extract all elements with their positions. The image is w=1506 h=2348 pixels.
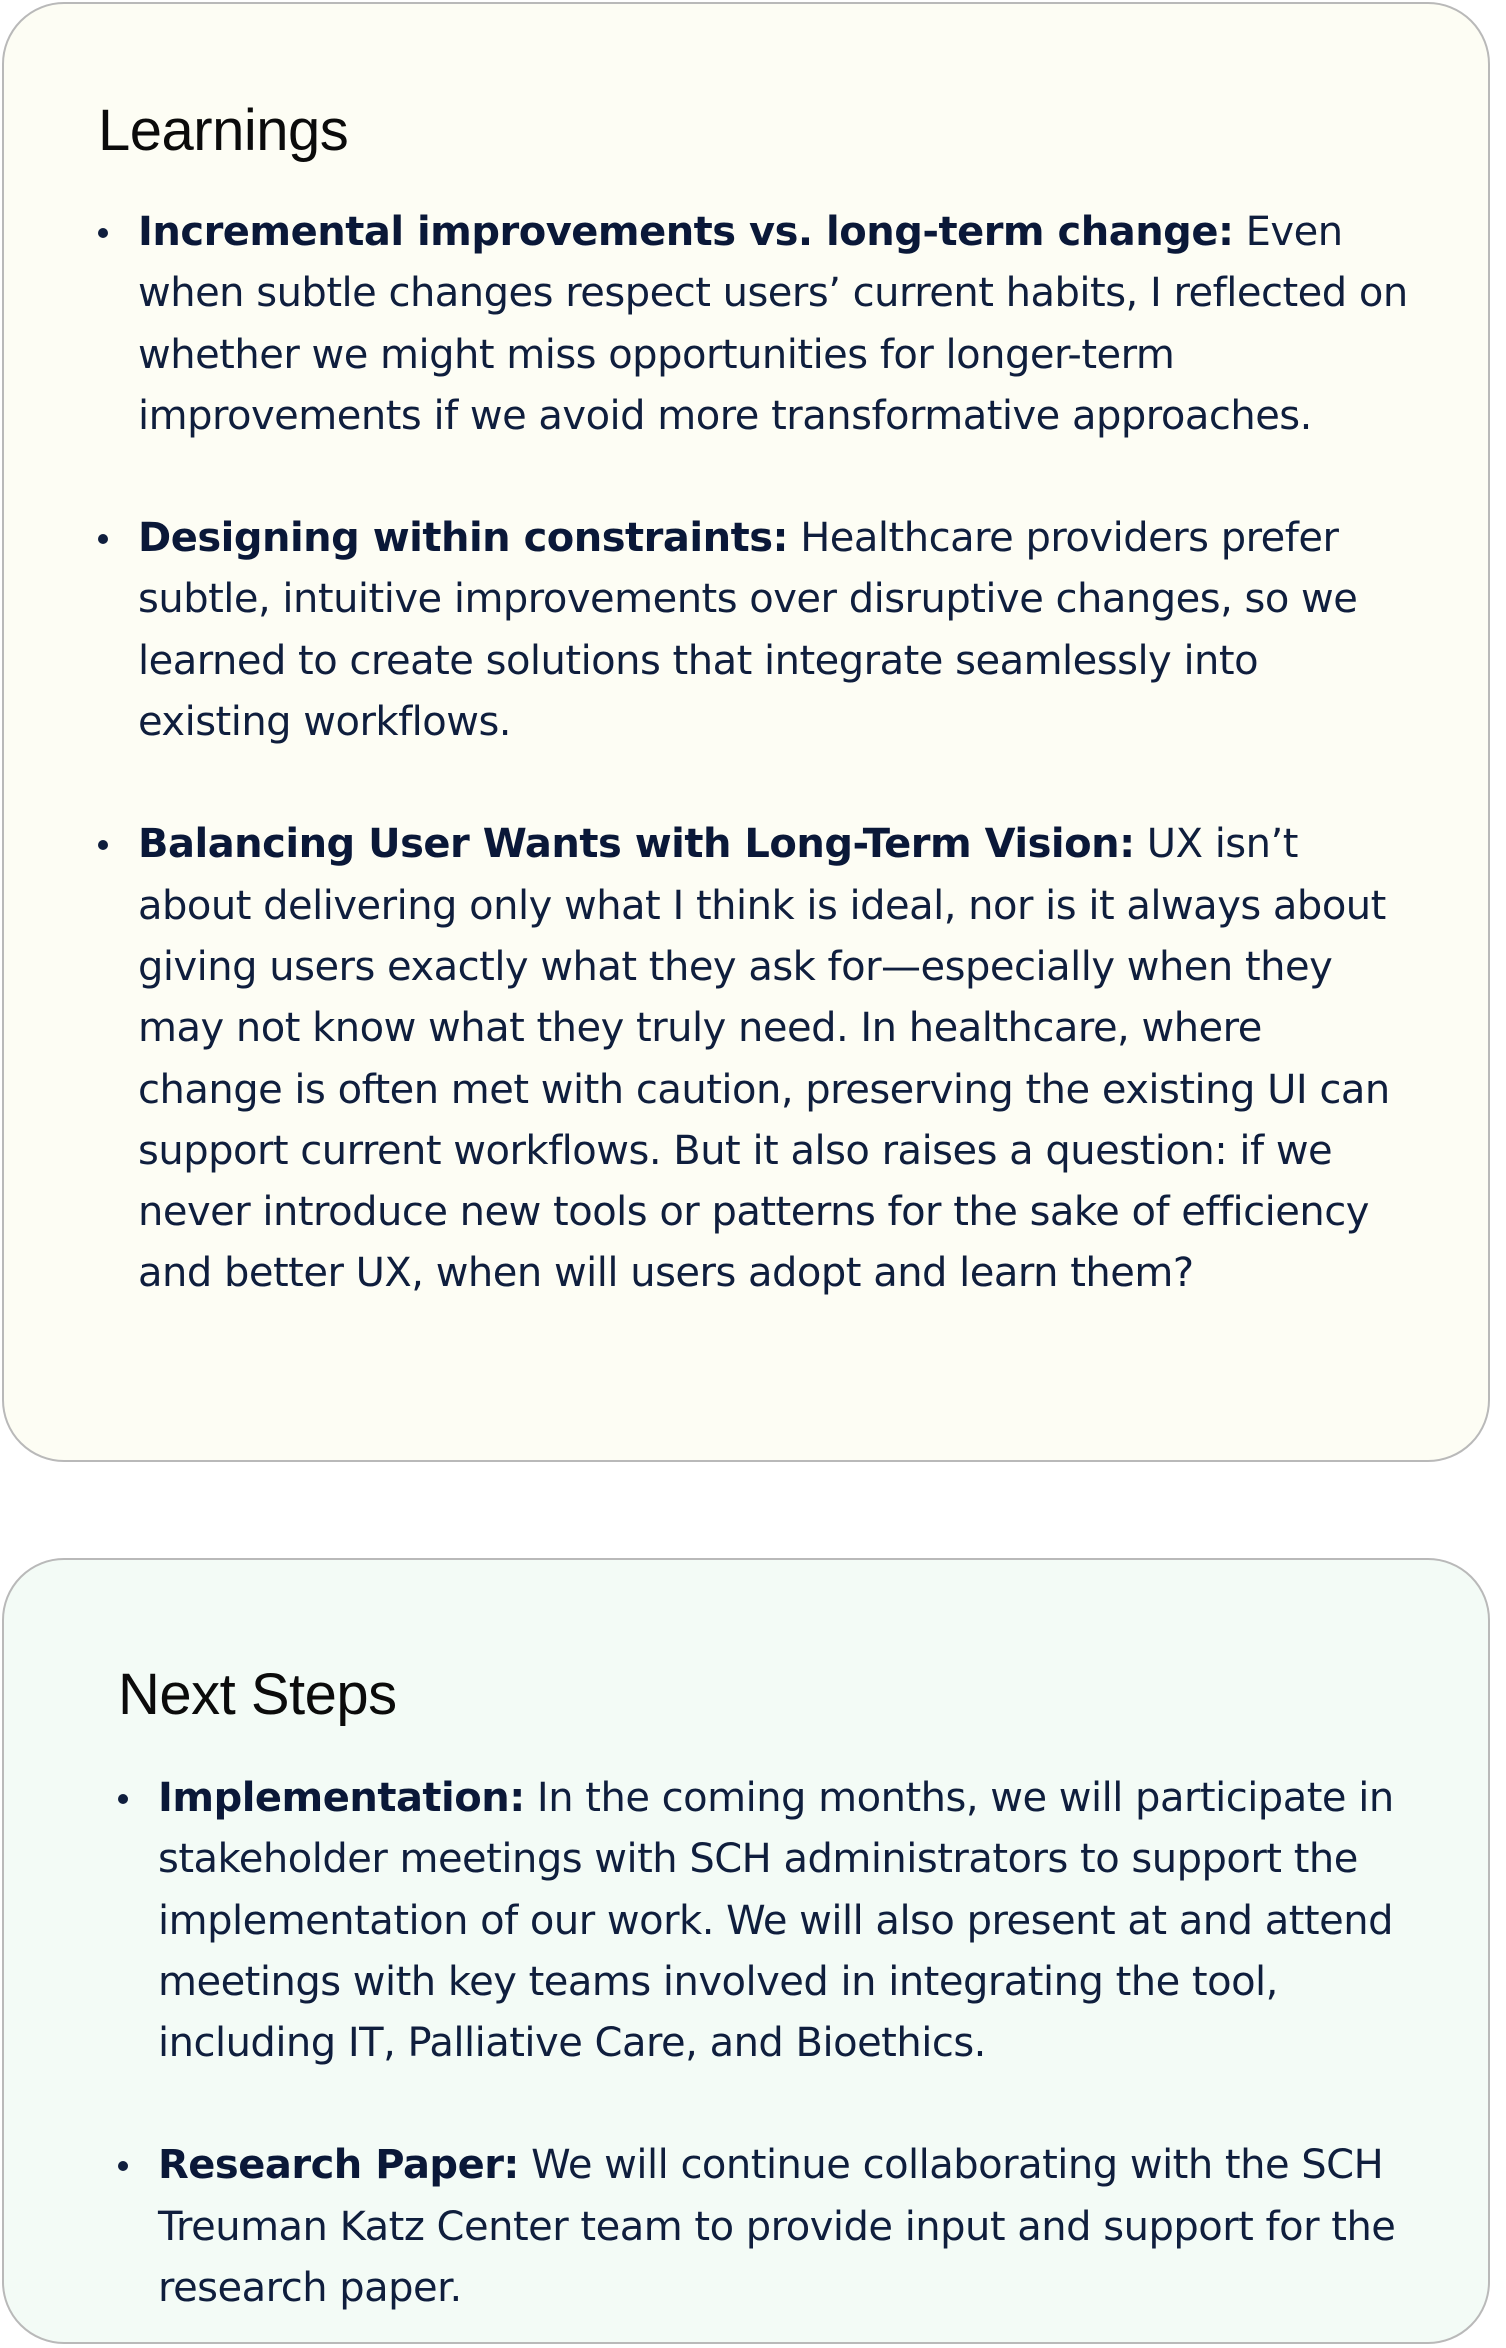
bullet-icon <box>98 840 108 850</box>
next-step-text: We will continue collaborating with the SCH Treuman Katz Center team to provide input and support for the research paper. <box>158 2142 1396 2312</box>
learning-text: UX isn’t about delivering only what I think is ideal, nor is it always about giving users exactly what they ask for—especially when they may not know what they truly need. In healthcare, where change is often met with caution, preserving the existing UI can support current workflows. But it also raises a question: if we never introduce new tools or patterns for the sake of efficiency and better UX, when will users adopt and learn them? <box>138 821 1390 1297</box>
bullet-icon <box>118 1794 128 1804</box>
next-step-term: Implementation: <box>158 1775 525 1821</box>
bullet-icon <box>98 534 108 544</box>
learning-item-incremental <box>98 202 1408 447</box>
learning-item-balancing <box>98 814 1408 1304</box>
learnings-list <box>98 202 1408 1305</box>
next-step-item-research-paper <box>118 2135 1408 2319</box>
bullet-icon <box>98 228 108 238</box>
next-steps-heading: Next Steps <box>118 1662 397 1727</box>
learnings-heading: Learnings <box>98 98 349 163</box>
bullet-icon <box>118 2161 128 2171</box>
learnings-card <box>2 2 1490 1462</box>
learning-term: Balancing User Wants with Long-Term Vision: <box>138 821 1135 868</box>
learning-term: Designing within constraints: <box>138 515 789 562</box>
next-steps-list <box>118 1768 1408 2319</box>
learning-text: Healthcare providers prefer subtle, intuitive improvements over disruptive changes, so we learned to create solutions that integrate seamlessly into existing workflows. <box>138 515 1358 746</box>
next-steps-card <box>2 1558 1490 2344</box>
next-step-text: In the coming months, we will participate in stakeholder meetings with SCH administrators to support the implementation of our work. We will also present at and attend meetings with key teams involved in integrating the tool, including IT, Palliative Care, and Bioethics. <box>158 1775 1394 2067</box>
learning-term: Incremental improvements vs. long-term change: <box>138 209 1234 255</box>
learning-text: Even when subtle changes respect users’ current habits, I reflected on whether we might miss opportunities for longer-term improvements if we avoid more transformative approaches. <box>138 209 1408 439</box>
next-step-term: Research Paper: <box>158 2142 519 2189</box>
next-step-item-implementation <box>118 1768 1408 2074</box>
learning-item-constraints <box>98 508 1408 753</box>
